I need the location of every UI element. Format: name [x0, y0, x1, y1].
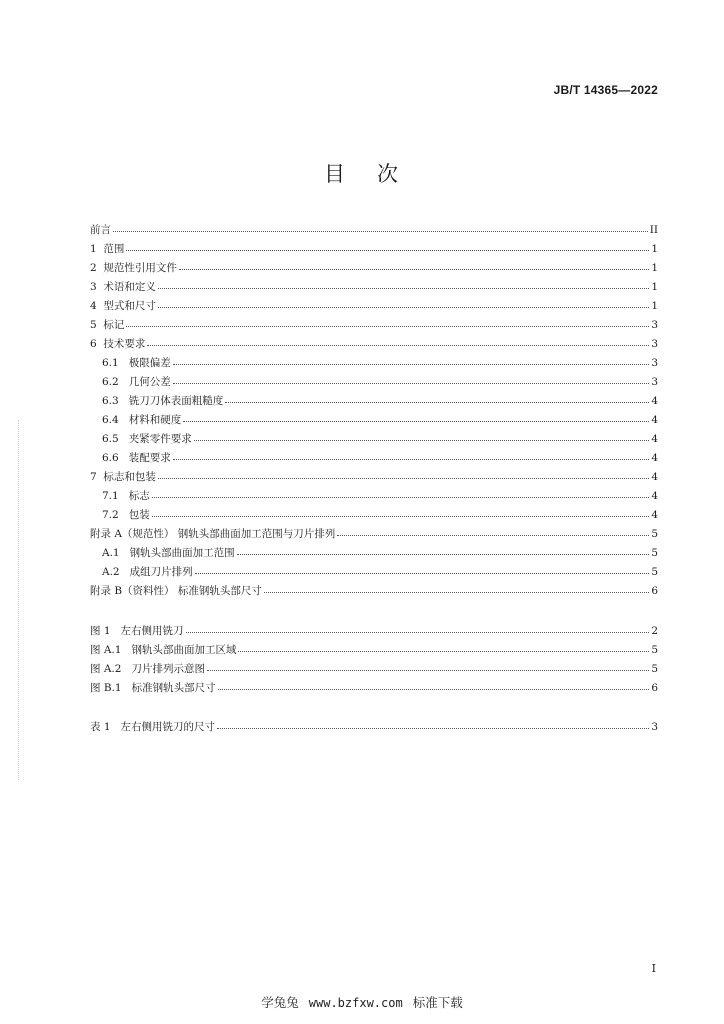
toc-entry-number: 图 B.1 — [90, 682, 132, 694]
toc-entry-page: 5 — [651, 547, 658, 559]
toc-entry-page: 5 — [651, 663, 658, 675]
toc-entry-label: 材料和硬度 — [128, 414, 182, 426]
toc-entry[interactable] — [90, 240, 658, 259]
toc-entry-page: 4 — [651, 509, 658, 521]
toc-entry[interactable] — [90, 259, 658, 278]
toc-entry-number: 3 — [90, 281, 104, 293]
footer-watermark — [0, 993, 724, 1011]
toc-leader-dots — [183, 420, 649, 422]
toc-entry[interactable] — [102, 430, 658, 449]
footer-suffix: 标准下载 — [412, 995, 463, 1010]
toc-entry[interactable] — [102, 449, 658, 468]
page-title — [0, 158, 724, 188]
toc-leader-dots — [126, 249, 649, 251]
toc-leader-dots — [173, 458, 650, 460]
toc-leader-dots — [238, 650, 649, 652]
toc-entry-page: 4 — [651, 433, 658, 445]
toc-entry-label: 附录 A（规范性） 钢轨头部曲面加工范围与刀片排列 — [90, 528, 336, 540]
toc-entry-page: 3 — [651, 376, 658, 388]
toc-entry-number: 6.3 — [102, 395, 129, 407]
toc-entry[interactable] — [90, 679, 658, 698]
toc-entry-number: 6.2 — [102, 376, 129, 388]
toc-entry-page: 1 — [651, 281, 658, 293]
toc-entry-page: 6 — [651, 585, 658, 597]
toc-entry-number: 图 A.1 — [90, 644, 132, 656]
toc-entry-label: 钢轨头部曲面加工区域 — [131, 644, 237, 656]
toc-entry[interactable] — [102, 354, 658, 373]
toc-entry-label: 型式和尺寸 — [103, 300, 156, 312]
toc-entry-page: 2 — [651, 625, 658, 637]
toc-entry-number: 5 — [90, 319, 104, 331]
toc-leader-dots — [158, 306, 649, 308]
toc-entry-label: 前言 — [90, 224, 111, 236]
toc-entry-number: A.2 — [102, 566, 130, 578]
title-char-2: 次 — [377, 162, 400, 186]
toc-entry-page: 4 — [651, 490, 658, 502]
toc-entry[interactable] — [90, 468, 658, 487]
toc-entry-number: 表 1 — [90, 721, 121, 733]
toc-entry-number: A.1 — [102, 547, 130, 559]
footer-url[interactable]: www.bzfxw.com — [308, 996, 403, 1010]
toc-leader-dots — [147, 344, 649, 346]
toc-entry-page: 4 — [651, 414, 658, 426]
toc-leader-dots — [158, 287, 649, 289]
toc-leader-dots — [152, 496, 650, 498]
standard-code: JB/T 14365—2022 — [553, 83, 658, 97]
toc-entry[interactable] — [90, 335, 658, 354]
toc-entry-page: 3 — [651, 721, 658, 733]
toc-entry[interactable] — [90, 221, 658, 240]
toc-entry-number: 4 — [90, 300, 104, 312]
toc-entry-page: 4 — [651, 452, 658, 464]
toc-entry-label: 钢轨头部曲面加工范围 — [129, 547, 235, 559]
toc-leader-dots — [194, 439, 650, 441]
toc-entry[interactable] — [90, 622, 658, 641]
toc-entry-number: 6.1 — [102, 357, 129, 369]
toc-entry[interactable] — [102, 563, 658, 582]
toc-entry-number: 图 1 — [90, 625, 121, 637]
toc-entry[interactable] — [90, 641, 658, 660]
toc-entry-page: 5 — [651, 528, 658, 540]
toc-leader-dots — [126, 325, 649, 327]
toc-entry[interactable] — [102, 487, 658, 506]
toc-leader-dots — [337, 534, 649, 536]
toc-entry-number: 6.5 — [102, 433, 129, 445]
toc-entry[interactable] — [102, 373, 658, 392]
toc-entry-label: 左右侧用铣刀的尺寸 — [120, 721, 216, 733]
toc-entry-label: 极限偏差 — [128, 357, 171, 369]
toc-entry-number: 7.2 — [102, 509, 129, 521]
toc-entry-page: 1 — [651, 300, 658, 312]
toc-entry-number: 6.4 — [102, 414, 129, 426]
toc-entry-number: 6 — [90, 338, 104, 350]
toc-leader-dots — [113, 230, 648, 232]
toc-entry-label: 范围 — [103, 243, 125, 255]
toc-entry[interactable] — [90, 316, 658, 335]
toc-entry-page: 1 — [651, 262, 658, 274]
toc-entry-page: 1 — [651, 243, 658, 255]
toc-entry[interactable] — [102, 544, 658, 563]
toc-leader-dots — [195, 572, 650, 574]
toc-leader-dots — [217, 727, 649, 729]
toc-entry[interactable] — [90, 297, 658, 316]
toc-leader-dots — [218, 688, 650, 690]
toc-leader-dots — [237, 553, 650, 555]
page-number: I — [651, 962, 656, 975]
toc-entry[interactable] — [90, 718, 658, 737]
toc-entry-label: 几何公差 — [128, 376, 171, 388]
toc-entry-number: 7 — [90, 471, 104, 483]
toc-entry-label: 标准钢轨头部尺寸 — [131, 682, 216, 694]
toc-entry-label: 标志和包装 — [103, 471, 156, 483]
toc-entry[interactable] — [102, 411, 658, 430]
scan-artifact — [18, 420, 20, 780]
toc-entry-label: 装配要求 — [128, 452, 171, 464]
toc-entry-label: 刀片排列示意图 — [131, 663, 205, 675]
toc-entry-label: 夹紧零件要求 — [128, 433, 192, 445]
toc-entry-page: 5 — [651, 566, 658, 578]
toc-entry-page: 4 — [651, 395, 658, 407]
toc-entry-label: 左右侧用铣刀 — [120, 625, 184, 637]
toc-leader-dots — [173, 382, 650, 384]
toc-entry-page: 5 — [651, 644, 658, 656]
toc-entry-page: 4 — [651, 471, 658, 483]
toc-leader-dots — [186, 631, 650, 633]
toc-entry-label: 包装 — [128, 509, 150, 521]
toc-entry-page: II — [649, 224, 658, 236]
toc-leader-dots — [173, 363, 650, 365]
toc-entry-page: 3 — [651, 357, 658, 369]
toc-entry-number: 1 — [90, 243, 104, 255]
toc-entry-page: 3 — [651, 319, 658, 331]
toc-entry-label: 技术要求 — [103, 338, 146, 350]
footer-site: 学兔兔 — [261, 995, 299, 1010]
toc-leader-dots — [225, 401, 649, 403]
toc-entry-label: 成组刀片排列 — [129, 566, 193, 578]
toc-entry-number: 2 — [90, 262, 104, 274]
toc-entry-label: 术语和定义 — [103, 281, 156, 293]
title-char-1: 目 — [324, 162, 347, 186]
toc-entry-label: 标志 — [128, 490, 150, 502]
toc-entry-label: 铣刀刀体表面粗糙度 — [128, 395, 224, 407]
toc-entry-label: 标记 — [103, 319, 125, 331]
toc-entry-number: 图 A.2 — [90, 663, 132, 675]
toc-entry[interactable] — [102, 392, 658, 411]
toc-entry[interactable] — [90, 660, 658, 679]
toc-entry-label: 附录 B（资料性） 标准钢轨头部尺寸 — [90, 585, 262, 597]
toc-leader-dots — [152, 515, 650, 517]
toc-entry-label: 规范性引用文件 — [103, 262, 177, 274]
toc-entry[interactable] — [90, 278, 658, 297]
toc-entry-page: 3 — [651, 338, 658, 350]
toc-entry-number: 7.1 — [102, 490, 129, 502]
toc-leader-dots — [179, 268, 649, 270]
toc-entry[interactable] — [90, 525, 658, 544]
toc-leader-dots — [207, 669, 649, 671]
toc-entry-page: 6 — [651, 682, 658, 694]
toc-leader-dots — [158, 477, 649, 479]
toc-entry[interactable] — [102, 506, 658, 525]
toc-leader-dots — [264, 591, 649, 593]
toc-entry[interactable] — [90, 582, 658, 601]
toc-entry-number: 6.6 — [102, 452, 129, 464]
